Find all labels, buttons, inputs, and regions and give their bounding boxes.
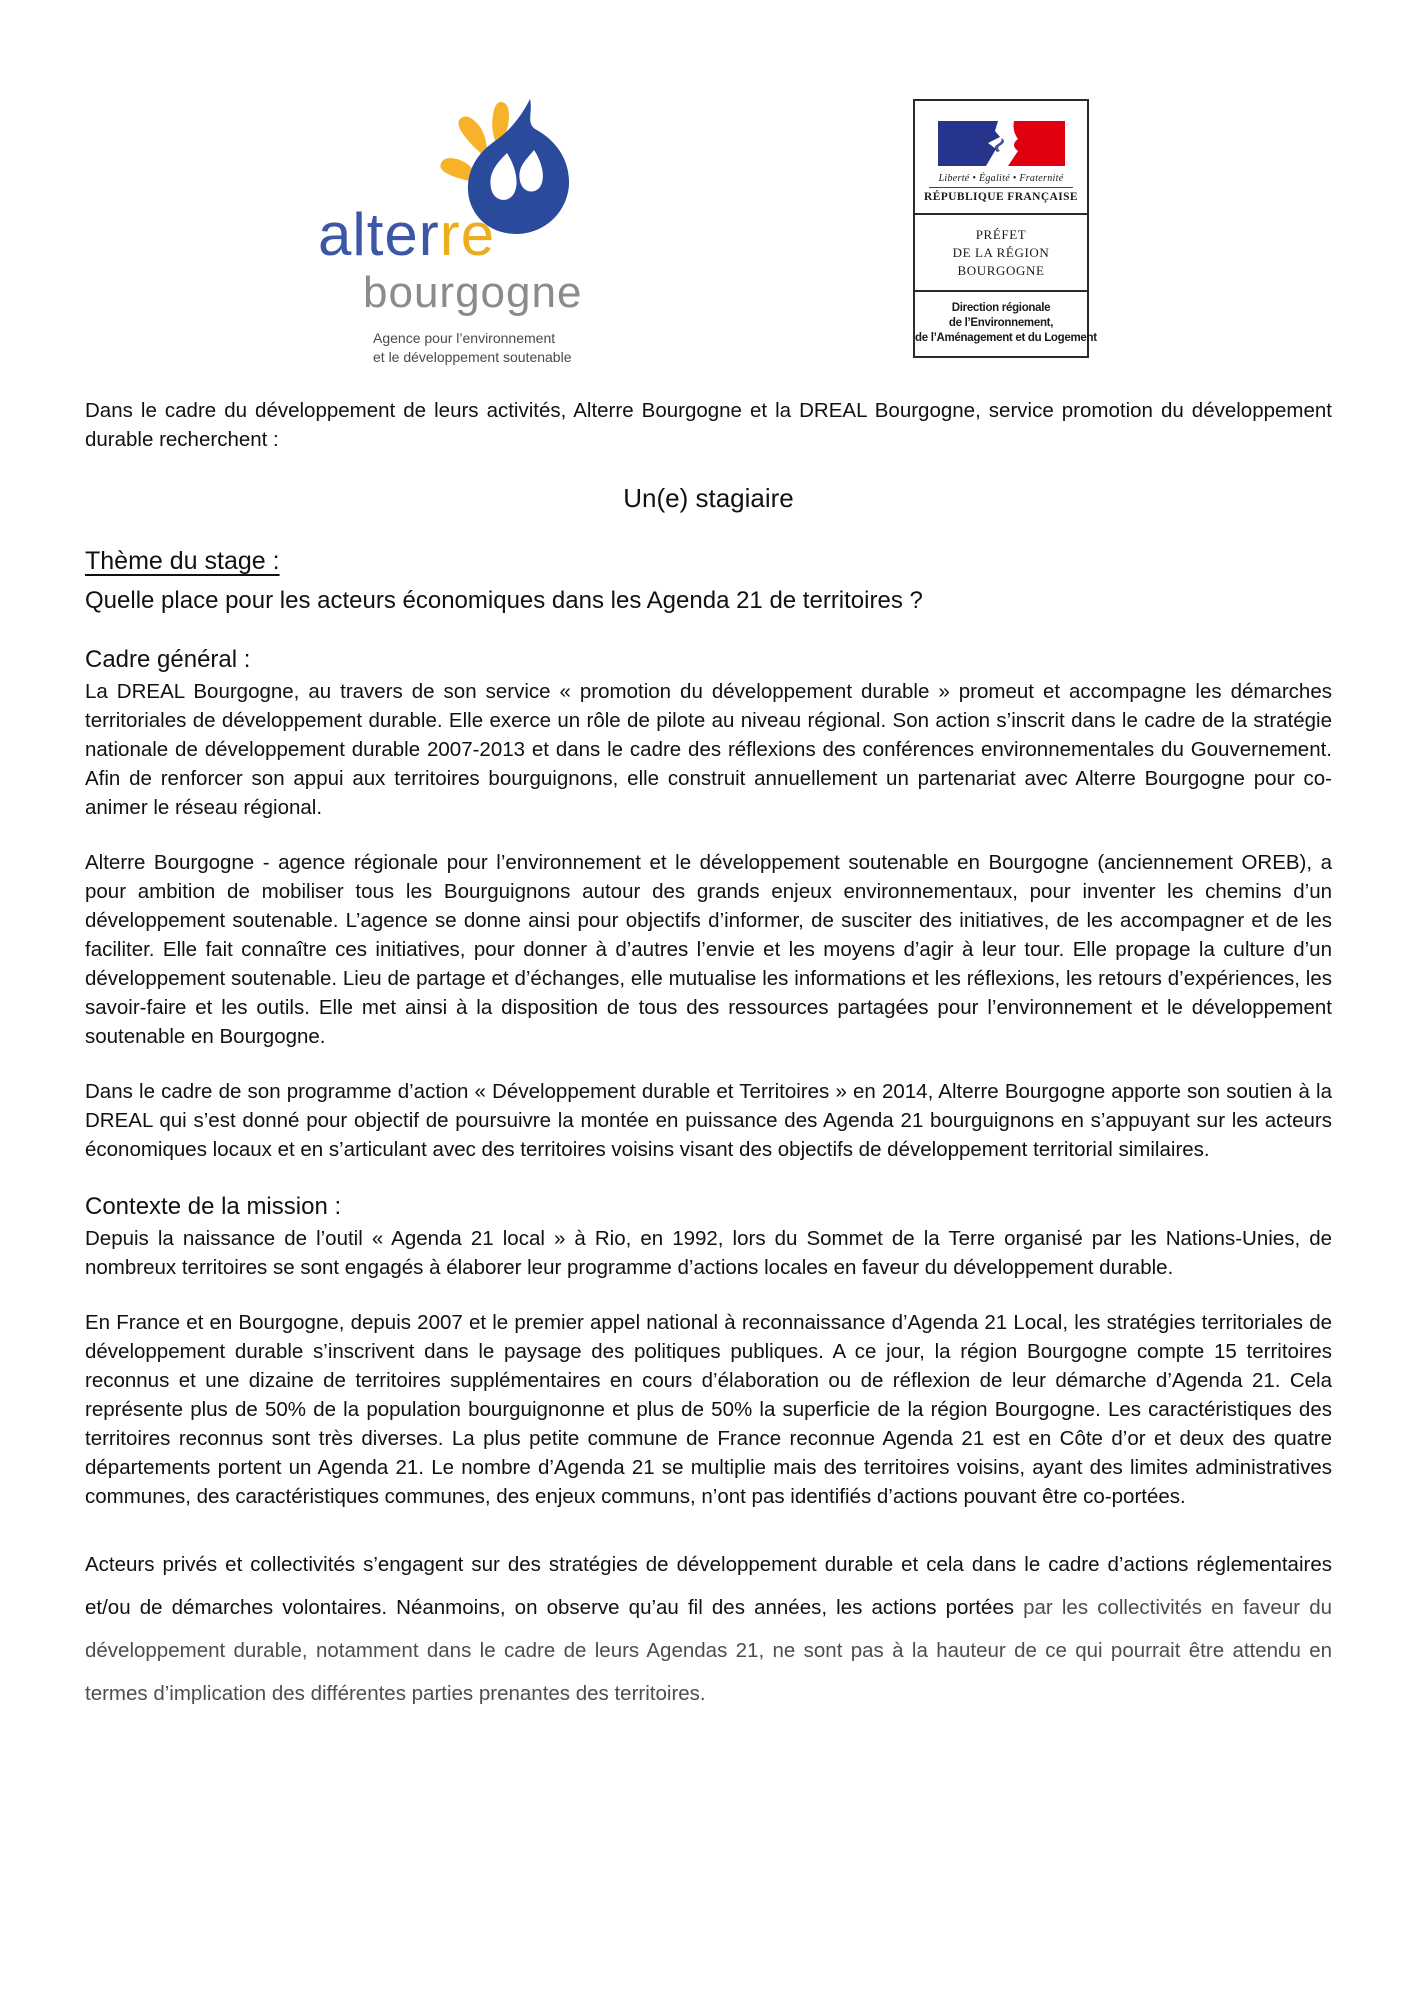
prefet-line1: PRÉFET	[975, 227, 1027, 242]
direction-line2: de l’Environnement,	[948, 317, 1054, 329]
header	[0, 0, 1415, 390]
theme-question: Quelle place pour les acteurs économiques dans les Agenda 21 de territoires ?	[85, 587, 923, 614]
closing-black-text: Acteurs privés et collectivités s’engagent sur des stratégies de développement durable et cela dans le cadre d’actions réglementaires et/ou de démarches volontaires. Néanmoins, on observe qu’au fil des années, les actions portées	[85, 1553, 1332, 1619]
alterre-wordmark-main: alter	[318, 201, 440, 268]
cadre-paragraph-1: La DREAL Bourgogne, au travers de son service « promotion du développement durable » promeut et accompagne les démarches territoriales de développement durable. Elle exerce un rôle de pilote au niveau régional. Son action s’inscrit dans le cadre de la stratégie nationale de développement durable 2007-2013 et dans le cadre des réflexions des conférences environnementales du Gouvernement. Afin de renforcer son appui aux territoires bourguignons, elle construit annuellement un partenariat avec Alterre Bourgogne pour co-animer le réseau régional.	[85, 680, 1332, 819]
motto: Liberté • Égalité • Fraternité	[929, 173, 1073, 188]
prefet-logo	[913, 99, 1097, 358]
alterre-tagline-line2: et le développement soutenable	[373, 349, 572, 365]
closing-paragraph	[85, 1543, 1332, 1715]
alterre-tagline-line1: Agence pour l’environnement	[373, 330, 556, 346]
direction-name	[915, 290, 1097, 356]
intro-paragraph: Dans le cadre du développement de leurs activités, Alterre Bourgogne et la DREAL Bourgogne, service promotion du développement durable recherchent :	[85, 399, 1332, 451]
prefet-line2: DE LA RÉGION	[952, 245, 1050, 260]
cadre-paragraph-3: Dans le cadre de son programme d’action « Développement durable et Territoires » en 2014, Alterre Bourgogne apporte son soutien à la DREAL qui s’est donné pour objectif de poursuivre la montée en puissance des Agenda 21 bourguignons en s’appuyant sur les acteurs économiques locaux et en s’articulant avec des territoires voisins visant des objectifs de développement territorial similaires.	[85, 1080, 1332, 1161]
contexte-paragraph-2: En France et en Bourgogne, depuis 2007 et le premier appel national à reconnaissance d’Agenda 21 Local, les stratégies territoriales de développement durable s’inscrivent dans le paysage des politiques publiques. A ce jour, la région Bourgogne compte 15 territoires reconnus et une dizaine de territoires supplémentaires en cours d’élaboration ou de réflexion de leur démarche d’Agenda 21. Cela représente plus de 50% de la population bourguignonne et plus de 50% la superficie de la région Bourgogne. Les caractéristiques des territoires reconnus sont très diverses. La plus petite commune de France reconnue Agenda 21 est en Côte d’or et deux des quatre départements portent un Agenda 21. Le nombre d’Agenda 21 se multiplie mais des territoires voisins, ayant des limites administratives communes, des caractéristiques communes, des enjeux communs, n’ont pas identifiés d’actions pouvant être co-portées.	[85, 1311, 1332, 1508]
direction-line1: Direction régionale	[951, 302, 1051, 314]
alterre-logo	[245, 93, 585, 378]
contexte-heading: Contexte de la mission :	[85, 1193, 342, 1220]
cadre-paragraph-2: Alterre Bourgogne - agence régionale pour l’environnement et le développement soutenable en Bourgogne (anciennement OREB), a pour ambition de mobiliser tous les Bourguignons autour des grands enjeux environnementaux, pour inventer les chemins d’un développement soutenable. L’agence se donne ainsi pour objectifs d’informer, de susciter des initiatives, de les accompagner et de les faciliter. Elle fait connaître ces initiatives, pour donner à d’autres l’envie et les moyens d’agir à leur tour. Elle propage la culture d’un développement soutenable. Lieu de partage et d’échanges, elle mutualise les informations et les réflexions, les retours d’expériences, les savoir-faire et les outils. Elle met ainsi à la disposition de tous des ressources partagées pour l’environnement et le développement soutenable en Bourgogne.	[85, 851, 1332, 1048]
closing-gray-text: par les collectivités en faveur du développement durable, notamment dans le cadre de leurs Agendas 21, ne sont pas à la hauteur de ce qui pourrait être attendu en termes d’implication des différentes parties prenantes des territoires.	[85, 1596, 1332, 1705]
contexte-paragraph-1: Depuis la naissance de l’outil « Agenda 21 local » à Rio, en 1992, lors du Sommet de la Terre organisé par les Nations-Unies, de nombreux territoires se sont engagés à élaborer leur programme d’actions locales en faveur du développement durable.	[85, 1227, 1332, 1279]
theme-heading: Thème du stage :	[85, 547, 280, 575]
alterre-tagline	[373, 329, 571, 367]
document-body	[85, 396, 1332, 1715]
prefet-line3: BOURGOGNE	[957, 263, 1045, 278]
alterre-wordmark	[318, 201, 496, 268]
alterre-region: bourgogne	[363, 268, 583, 317]
position-title: Un(e) stagiaire	[623, 483, 794, 513]
republique-section	[915, 101, 1087, 213]
direction-line3: de l’Aménagement et du Logement	[915, 332, 1097, 344]
alterre-wordmark-accent: re	[439, 201, 496, 268]
french-flag-icon	[938, 121, 1065, 166]
republique-francaise: RÉPUBLIQUE FRANÇAISE	[923, 191, 1078, 203]
cadre-general-heading: Cadre général :	[85, 646, 251, 673]
prefet-title	[915, 213, 1087, 290]
